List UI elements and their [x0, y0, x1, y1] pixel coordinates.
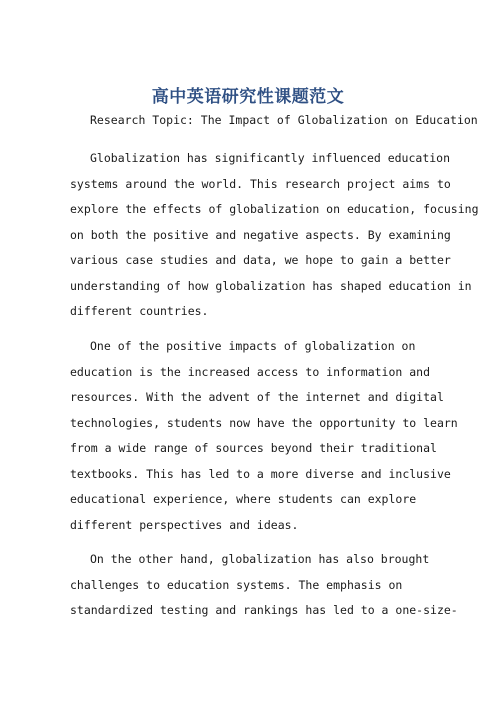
paragraph-1-line-5: various case studies and data, we hope to gain a better [70, 253, 451, 267]
paragraph-2-line-8: different perspectives and ideas. [70, 518, 299, 532]
research-topic-line: Research Topic: The Impact of Globalization on Education [90, 113, 478, 127]
paragraph-2-line-6: textbooks. This has led to a more diverse and inclusive [70, 467, 451, 481]
paragraph-2-line-2: education is the increased access to information and [70, 365, 431, 379]
paragraph-1-line-6: understanding of how globalization has shaped education in [70, 279, 472, 293]
paragraph-2-line-7: educational experience, where students can explore [70, 492, 417, 506]
paragraph-1-line-3: explore the effects of globalization on education, focusing [70, 202, 479, 216]
paragraph-2-line-1: One of the positive impacts of globalization on [90, 339, 416, 353]
paragraph-1-line-7: different countries. [70, 304, 209, 318]
paragraph-1-line-1: Globalization has significantly influenced education [90, 151, 451, 165]
document-title: 高中英语研究性课题范文 [151, 87, 345, 107]
paragraph-3-line-2: challenges to education systems. The emphasis on [70, 578, 403, 592]
paragraph-3-line-3: standardized testing and rankings has led to a one-size- [70, 603, 458, 617]
paragraph-2-line-5: from a wide range of sources beyond their traditional [70, 441, 437, 455]
paragraph-3-line-1: On the other hand, globalization has also brought [90, 552, 430, 566]
paragraph-1-line-4: on both the positive and negative aspects. By examining [70, 228, 451, 242]
paragraph-1-line-2: systems around the world. This research project aims to [70, 177, 451, 191]
paragraph-2-line-4: technologies, students now have the opportunity to learn [70, 416, 458, 430]
paragraph-2-line-3: resources. With the advent of the internet and digital [70, 390, 444, 404]
